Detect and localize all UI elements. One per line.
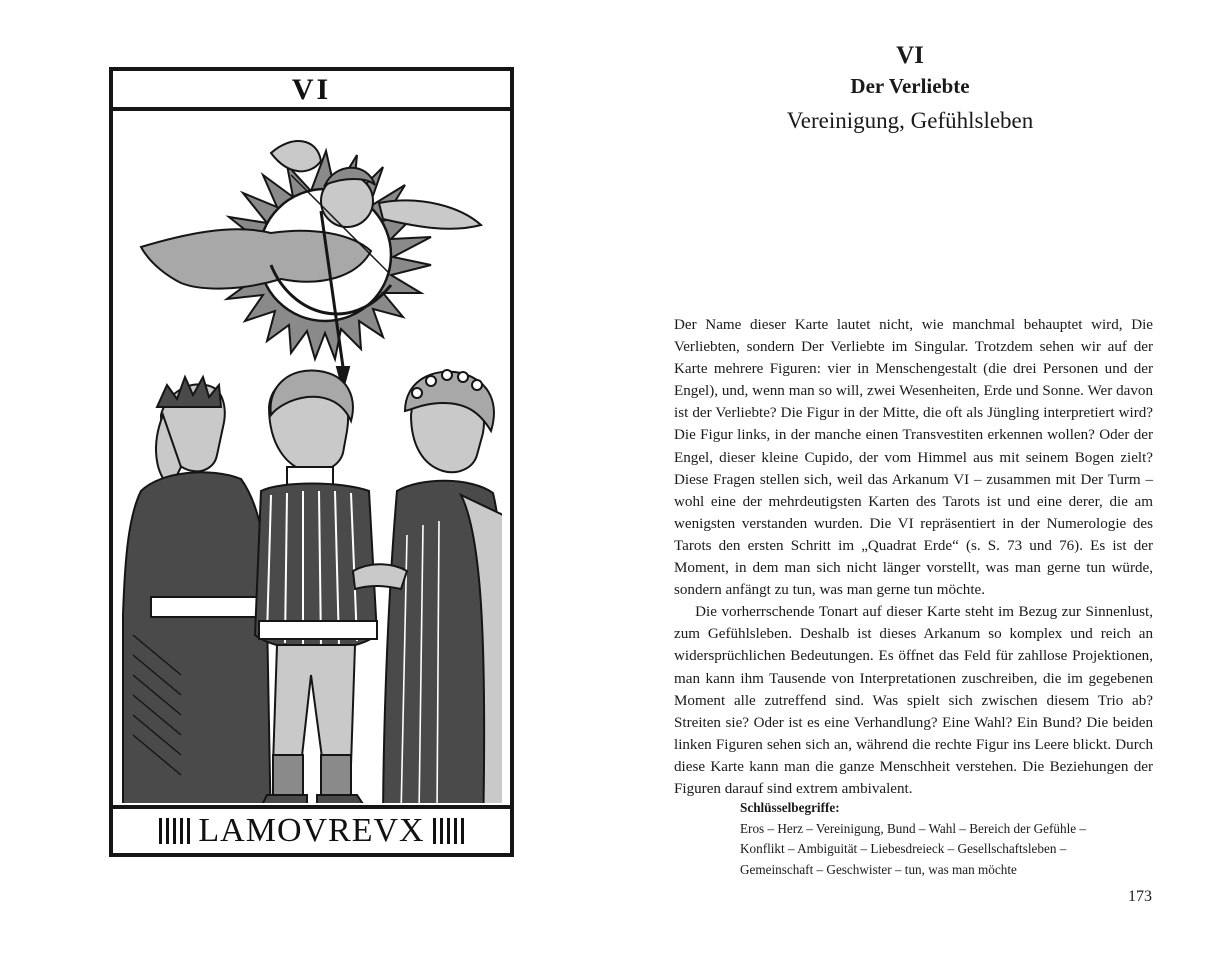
keywords-box <box>740 798 1160 880</box>
card-numeral: VI <box>291 73 332 106</box>
left-figure <box>123 377 271 803</box>
keywords-heading: Schlüsselbegriffe: <box>740 800 840 815</box>
bar-mark <box>180 818 183 844</box>
bar-mark <box>173 818 176 844</box>
keywords-line: Konflikt – Ambiguität – Liebesdreieck – Gesellschaftsleben – <box>740 841 1067 857</box>
card-name-bar <box>113 805 510 853</box>
left-bar-ornament <box>159 818 190 844</box>
bar-mark <box>440 818 443 844</box>
bar-mark <box>461 818 464 844</box>
chapter-title: Der Verliebte <box>850 74 970 98</box>
chapter-numeral: VI <box>896 42 924 69</box>
lovers-illustration <box>121 115 502 803</box>
card-name: LAMOVREVX <box>198 812 425 849</box>
right-figure <box>353 370 502 803</box>
body-text <box>674 314 1153 800</box>
bar-mark <box>166 818 169 844</box>
card-illustration <box>121 115 502 803</box>
keywords-line: Eros – Herz – Vereinigung, Bund – Wahl – Bereich der Gefühle – <box>740 820 1086 836</box>
bar-mark <box>454 818 457 844</box>
tarot-card <box>109 67 514 857</box>
bar-mark <box>447 818 450 844</box>
paragraph: Der Name dieser Karte lautet nicht, wie manchmal behauptet wird, Die Verliebten, sondern Der Verliebte im Singular. Trotzdem sehen wir auf der Karte mehrere Figuren: vier in Menschengestalt (die drei Personen und der Engel), und, wenn man so will, zwei Wesenheiten, Erde und Sonne. Wer davon ist der Verliebte? Die Figur in der Mitte, die oft als Jüngling interpretiert wird? Die Figur links, in der manche einen Transvestiten erkennen wollen? Oder der Engel, dieser kleine Cupido, der vom Himmel aus mit seinem Bogen zielt? Diese Fragen stellen sich, weil das Arkanum VI – zusammen mit Der Turm – wohl eine der mehrdeutigsten Karten des Tarots ist und eine derer, die am wenigsten verstanden wurden. Die VI repräsentiert in der Numerologie des Tarots den ersten Schritt im „Quadrat Erde“ (s. S. 73 und 76). Es ist der Moment, in dem man sich nicht länger vorstellt, was man gerne tun würde, sondern anfängt zu tun, was man gerne tun möchte. <box>674 317 1153 599</box>
right-bar-ornament <box>433 818 464 844</box>
bar-mark <box>433 818 436 844</box>
chapter-subtitle: Vereinigung, Gefühlsleben <box>786 108 1034 133</box>
card-title-bar <box>113 71 510 111</box>
bar-mark <box>159 818 162 844</box>
keywords-line: Gemeinschaft – Geschwister – tun, was man möchte <box>740 861 1017 877</box>
paragraph: Die vorherrschende Tonart auf dieser Karte steht im Bezug zur Sinnenlust, zum Gefühlsleben. Deshalb ist dieses Arkanum so komplex und reich an widersprüchlichen Bedeutungen. Es öffnet das Feld für zahllose Projektionen, man kann ihm Tausende von Interpretationen zuschreiben, die im gegebenen Moment alle zutreffend sind. Was spielt sich zwischen diesem Trio ab? Streiten sie? Oder ist es eine Verhandlung? Eine Wahl? Ein Bund? Die beiden linken Figuren sehen sich an, während die rechte Figur ins Leere blickt. Durch diese Karte kann man die ganze Menschheit verstehen. Die Beziehungen der Figuren darauf sind extrem ambivalent. <box>674 604 1153 797</box>
page-number: 173 <box>1128 888 1152 905</box>
